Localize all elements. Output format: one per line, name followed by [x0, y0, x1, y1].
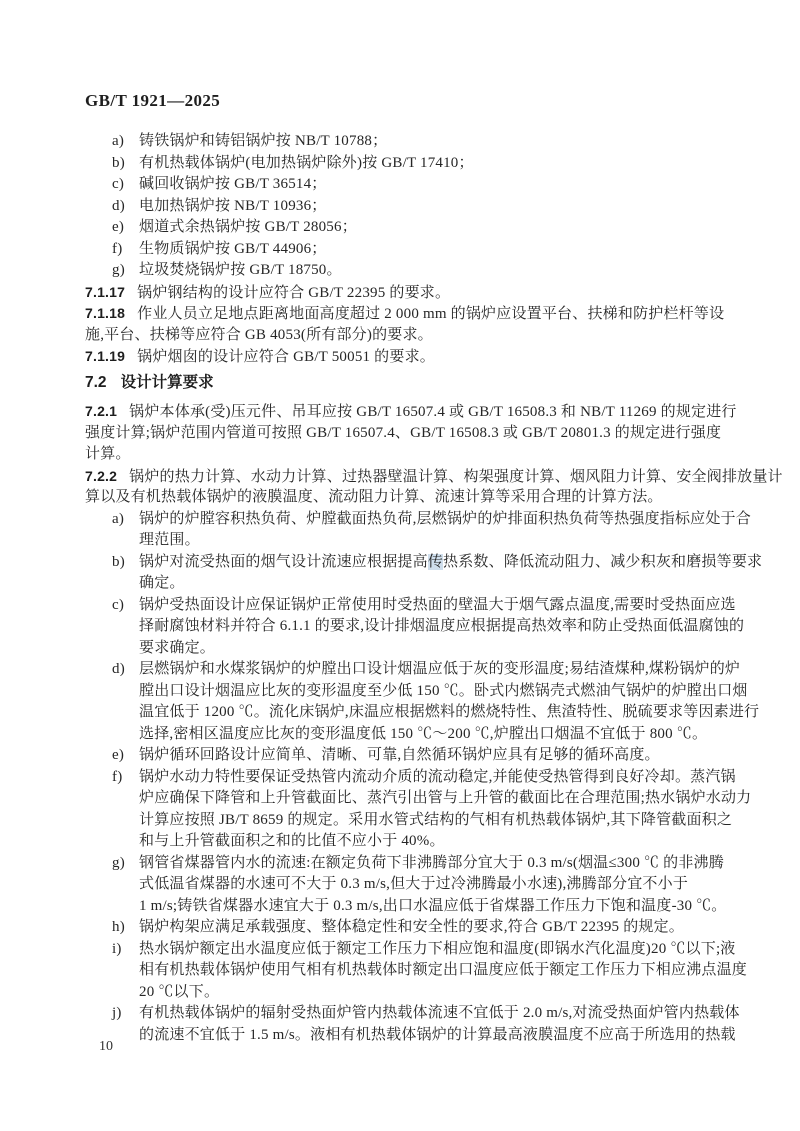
clause-line — [85, 346, 725, 368]
section-heading — [85, 372, 725, 394]
line-text: 锅炉本体承(受)压元件、吊耳应按 GB/T 16507.4 或 GB/T 16508.3 和 NB/T 11269 的规定进行 — [129, 404, 737, 420]
line-text: 计算。 — [85, 446, 131, 462]
list-item-line — [85, 217, 725, 239]
section-title: 设计计算要求 — [120, 373, 214, 391]
text-line — [85, 638, 725, 660]
list-marker: g) — [112, 262, 125, 278]
list-marker: f) — [112, 240, 123, 257]
clause-line — [85, 282, 725, 304]
line-text: 钢管省煤器管内水的流速:在额定负荷下非沸腾部分宜大于 0.3 m/s(烟温≤300 ℃ 的非沸腾 — [139, 854, 724, 871]
list-marker: i) — [112, 940, 122, 957]
list-item-line — [85, 260, 725, 282]
line-text: 锅炉对流受热面的烟气设计流速应根据提高 — [139, 553, 428, 570]
line-text: 锅炉水动力特性要保证受热管内流动介质的流动稳定,并能使受热管得到良好冷却。蒸汽锅 — [139, 768, 736, 785]
clause-number: 7.1.17 — [85, 283, 126, 300]
line-text: 理范围。 — [139, 532, 200, 548]
line-text: 电加热锅炉按 NB/T 10936； — [139, 197, 327, 214]
line-text: 膛出口设计烟温应比灰的变形温度至少低 150 ℃。卧式内燃锅壳式燃油气锅炉的炉膛出口烟 — [139, 682, 748, 699]
line-text: 20 ℃以下。 — [139, 983, 220, 1000]
list-item-line — [85, 767, 736, 789]
clause-number: 7.1.19 — [85, 348, 126, 364]
section-number: 7.2 — [85, 373, 107, 391]
clause-line — [85, 466, 783, 488]
list-marker: a) — [112, 133, 125, 149]
list-item-line — [85, 131, 725, 153]
list-marker: c) — [112, 596, 125, 613]
text-line — [85, 724, 725, 746]
clause-number: 7.2.1 — [85, 403, 118, 419]
line-text: 确定。 — [139, 575, 185, 591]
text-line — [85, 982, 725, 1004]
list-item-line — [85, 552, 763, 574]
list-item-line — [85, 659, 741, 681]
list-marker: c) — [112, 176, 125, 192]
text-line — [85, 444, 725, 466]
text-line — [85, 831, 725, 853]
list-item-line — [85, 509, 751, 531]
line-text: 锅炉构架应满足承载强度、整体稳定性和安全性的要求,符合 GB/T 22395 的规定。 — [139, 919, 684, 935]
text-line — [85, 423, 725, 445]
line-text: 作业人员立足地点距离地面高度超过 2 000 mm 的锅炉应设置平台、扶梯和防护栏杆等设 — [137, 306, 725, 322]
line-text: 层燃锅炉和水煤浆锅炉的炉膛出口设计烟温应低于灰的变形温度;易结渣煤种,煤粉锅炉的炉 — [139, 661, 741, 677]
text-line — [85, 788, 752, 810]
line-text: 1 m/s;铸铁省煤器水速宜大于 0.3 m/s,出口水温应低于省煤器工作压力下饱和温度-30 ℃。 — [139, 897, 727, 914]
line-text: 垃圾焚烧锅炉按 GB/T 18750。 — [139, 262, 342, 278]
list-marker: j) — [112, 1005, 122, 1021]
text-line — [85, 616, 745, 638]
line-text: 炉应确保下降管和上升管截面比、蒸汽引出管与上升管的截面比在合理范围;热水锅炉水动力 — [139, 790, 752, 806]
clause-line — [85, 303, 725, 325]
line-text: 锅炉循环回路设计应简单、清晰、可靠,自然循环锅炉应具有足够的循环高度。 — [139, 747, 660, 763]
text-line — [85, 810, 733, 832]
list-marker: e) — [112, 219, 125, 235]
list-marker: b) — [112, 154, 125, 171]
list-item-line — [85, 174, 725, 196]
list-item-line — [85, 939, 736, 961]
list-item-line — [85, 153, 725, 175]
line-text: 锅炉的热力计算、水动力计算、过热器壁温计算、构架强度计算、烟风阻力计算、安全阀排放量计 — [129, 468, 783, 485]
clause-number: 7.2.2 — [85, 467, 118, 484]
line-text: 相有机热载体锅炉使用气相有机热载体时额定出口温度应低于额定工作压力下相应沸点温度 — [139, 962, 748, 978]
document-body — [85, 131, 783, 1046]
text-line — [85, 896, 725, 918]
line-text: 铸铁锅炉和铸铝锅炉按 NB/T 10788； — [139, 133, 388, 149]
list-marker: a) — [112, 510, 125, 527]
line-text: 热系数、降低流动阻力、减少积灰和磨损等要求 — [443, 553, 763, 570]
clause-line — [85, 401, 737, 423]
text-line — [85, 874, 725, 896]
line-text: 碱回收锅炉按 GB/T 36514； — [139, 176, 327, 192]
line-text: 温宜低于 1200 ℃。流化床锅炉,床温应根据燃料的燃烧特性、焦渣特性、脱硫要求等因素进行 — [139, 704, 760, 720]
line-text: 锅炉钢结构的设计应符合 GB/T 22395 的要求。 — [137, 284, 451, 301]
list-marker: b) — [112, 553, 125, 570]
clause-number: 7.1.18 — [85, 305, 126, 321]
line-text: 择耐腐蚀材料并符合 6.1.1 的要求,设计排烟温度应根据提高热效率和防止受热面低温腐蚀的 — [139, 618, 745, 634]
line-text: 式低温省煤器的水速可不大于 0.3 m/s,但大于过冷沸腾最小水速),沸腾部分宜不小于 — [139, 876, 689, 892]
text-line — [85, 573, 725, 595]
line-text: 烟道式余热锅炉按 GB/T 28056； — [139, 219, 357, 235]
line-text: 有机热载体锅炉(电加热锅炉除外)按 GB/T 17410； — [139, 154, 474, 171]
text-line — [85, 1025, 736, 1047]
highlighted-char: 传 — [427, 553, 444, 570]
text-line — [85, 530, 725, 552]
list-marker: g) — [112, 854, 125, 871]
line-text: 的流速不宜低于 1.5 m/s。液相有机热载体锅炉的计算最高液膜温度不应高于所选用的热载 — [139, 1026, 736, 1043]
line-text: 生物质锅炉按 GB/T 44906； — [139, 240, 327, 257]
text-line — [85, 702, 760, 724]
list-item-line — [85, 917, 725, 939]
line-text: 热水锅炉额定出水温度应低于额定工作压力下相应饱和温度(即锅水汽化温度)20 ℃以下;液 — [139, 940, 736, 957]
list-item-line — [85, 595, 736, 617]
list-item-line — [85, 196, 725, 218]
line-text: 选择,密相区温度应比灰的变形温度低 150 ℃～200 ℃,炉膛出口烟温不宜低于 800 ℃。 — [139, 725, 708, 742]
line-text: 算以及有机热载体锅炉的液膜温度、流动阻力计算、流速计算等采用合理的计算方法。 — [85, 489, 663, 505]
list-item-line — [85, 853, 725, 875]
line-text: 有机热载体锅炉的辐射受热面炉管内热载体流速不宜低于 2.0 m/s,对流受热面炉管内热载体 — [139, 1005, 740, 1021]
line-text: 强度计算;锅炉范围内管道可按照 GB/T 16507.4、GB/T 16508.3 或 GB/T 20801.3 的规定进行强度 — [85, 424, 722, 441]
line-text: 要求确定。 — [139, 639, 216, 656]
list-item-line — [85, 745, 725, 767]
line-text: 和与上升管截面积之和的比值不应小于 40%。 — [139, 833, 445, 849]
text-line — [85, 325, 725, 347]
text-line — [85, 960, 748, 982]
text-line — [85, 681, 748, 703]
standard-code: GB/T 1921—2025 — [85, 91, 221, 110]
line-text: 锅炉烟囱的设计应符合 GB/T 50051 的要求。 — [137, 349, 435, 365]
list-marker: h) — [112, 919, 125, 935]
line-text: 计算应按照 JB/T 8659 的规定。采用水管式结构的气相有机热载体锅炉,其下降管截面积之 — [139, 811, 733, 828]
list-marker: f) — [112, 768, 123, 785]
line-text: 施,平台、扶梯等应符合 GB 4053(所有部分)的要求。 — [85, 326, 433, 343]
list-marker: e) — [112, 747, 125, 763]
text-line — [85, 487, 725, 509]
line-text: 锅炉的炉膛容积热负荷、炉膛截面热负荷,层燃锅炉的炉排面积热负荷等热强度指标应处于合 — [139, 510, 751, 527]
list-marker: d) — [112, 661, 125, 677]
list-item-line — [85, 1003, 740, 1025]
line-text: 锅炉受热面设计应保证锅炉正常使用时受热面的壁温大于烟气露点温度,需要时受热面应选 — [139, 596, 736, 613]
page-number: 10 — [99, 1039, 113, 1054]
list-marker: d) — [112, 197, 125, 214]
list-item-line — [85, 239, 725, 261]
